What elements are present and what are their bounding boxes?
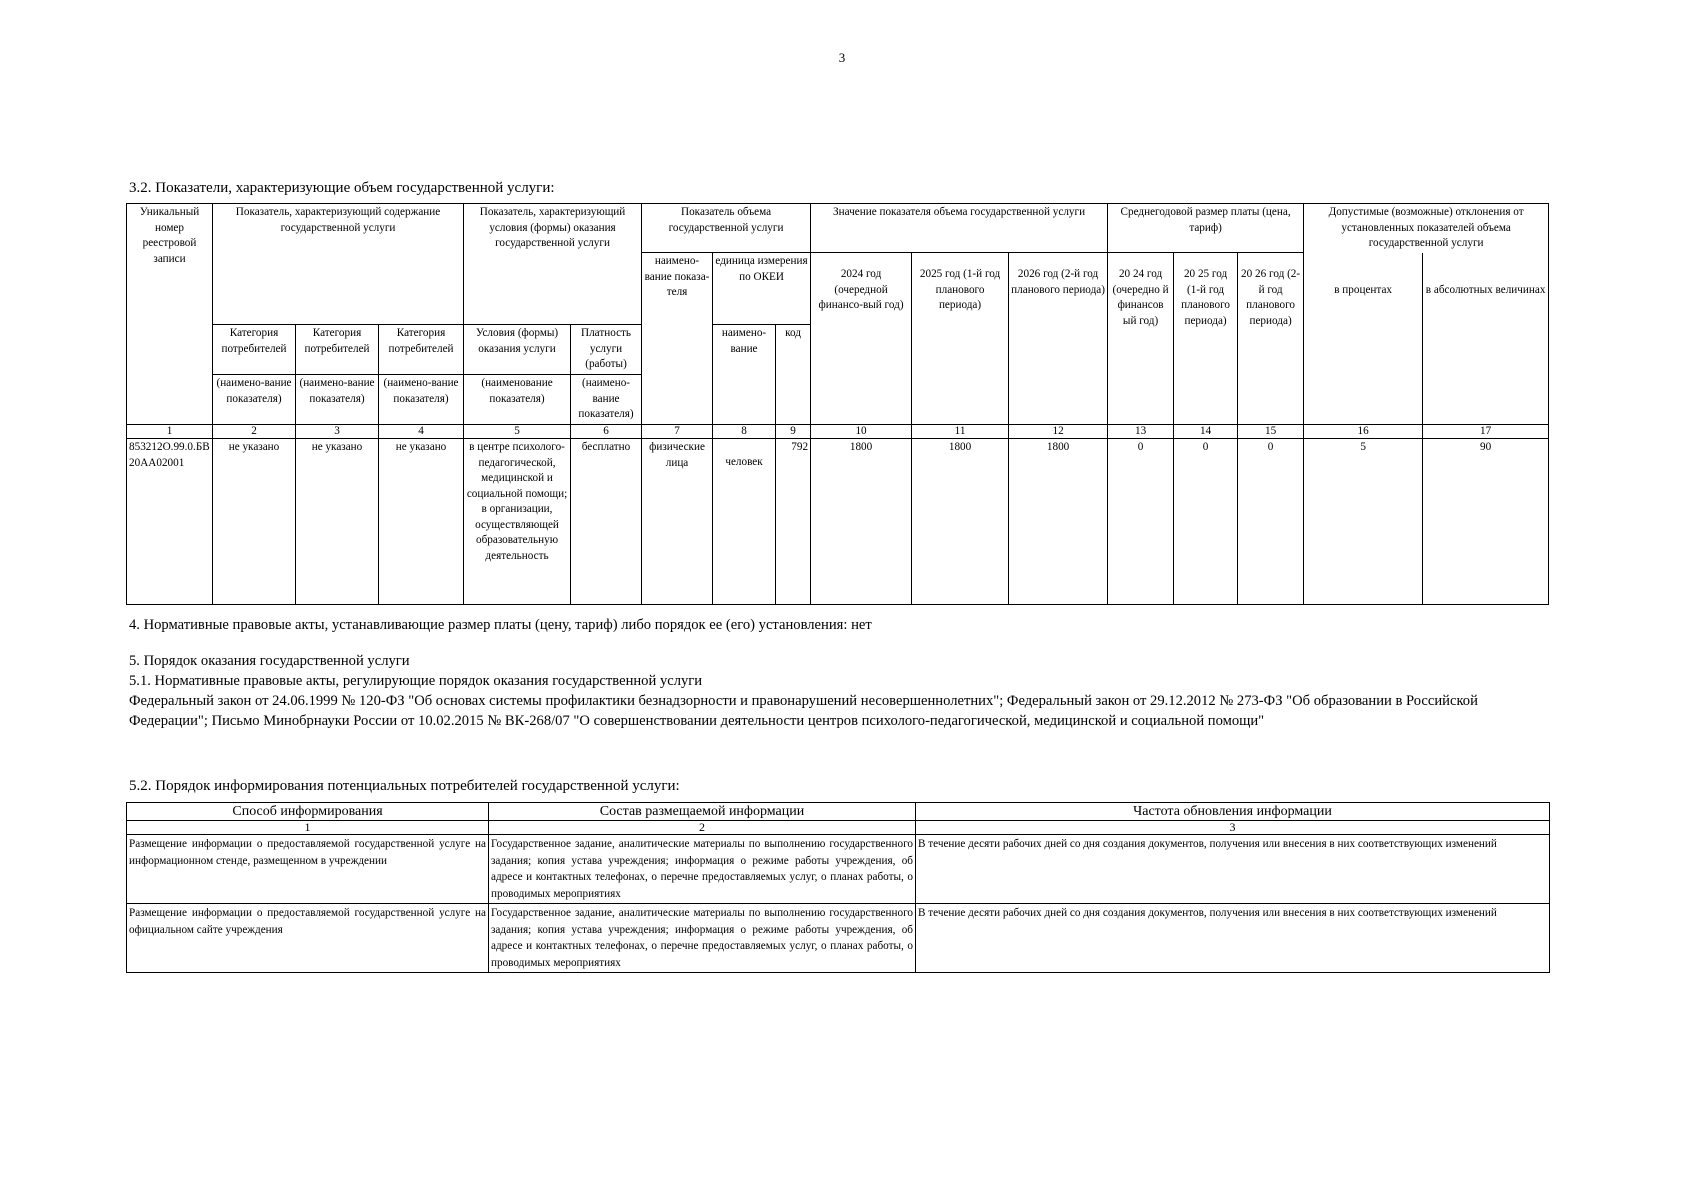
header-category-3-name: (наимено-вание показателя) xyxy=(379,375,464,425)
column-index: 3 xyxy=(916,821,1550,835)
column-index: 2 xyxy=(489,821,916,835)
fee-2025: 0 xyxy=(1174,439,1238,605)
header-fee-2024: 20 24 год (очередно й финансов ый год) xyxy=(1108,253,1174,425)
header-unit: единица измерения по ОКЕИ xyxy=(713,253,811,325)
value-2025: 1800 xyxy=(912,439,1009,605)
deviation-absolute-value: 90 xyxy=(1423,439,1549,605)
category-value: не указано xyxy=(213,439,296,605)
header-year-2026: 2026 год (2-й год планового периода) xyxy=(1009,253,1108,425)
header-category-2-name: (наимено-вание показателя) xyxy=(296,375,379,425)
column-index: 14 xyxy=(1174,425,1238,439)
column-index: 2 xyxy=(213,425,296,439)
column-index: 4 xyxy=(379,425,464,439)
section-5-2-title: 5.2. Порядок информирования потенциальных потребителей государственной услуги: xyxy=(129,778,680,794)
category-value: не указано xyxy=(296,439,379,605)
content-cell: Государственное задание, аналитические материалы по выполнению государственного задания; копия устава учреждения; информация о режиме работы учреждения, об адресе и контактных телефонах, о перечне предоставляемых услуг, о планах работы, о проводимых мероприятиях xyxy=(489,835,916,904)
header-year-2025: 2025 год (1-й год планового периода) xyxy=(912,253,1009,425)
header-fee-2026: 20 26 год (2-й год планового периода) xyxy=(1238,253,1304,425)
paid-value: бесплатно xyxy=(571,439,642,605)
column-index: 12 xyxy=(1009,425,1108,439)
indicator-value: физические лица xyxy=(642,439,713,605)
header-category-2: Категория потребителей xyxy=(296,325,379,375)
header-volume: Показатель объема государственной услуги xyxy=(642,204,811,253)
column-index: 1 xyxy=(127,425,213,439)
column-index: 7 xyxy=(642,425,713,439)
header-condition-form-name: (наименование показателя) xyxy=(464,375,571,425)
header-volume-name: наимено-вание показа-теля xyxy=(642,253,713,425)
header-fee: Среднегодовой размер платы (цена, тариф) xyxy=(1108,204,1304,253)
header-paid: Платность услуги (работы) xyxy=(571,325,642,375)
header-paid-name: (наимено-вание показателя) xyxy=(571,375,642,425)
page-number: 3 xyxy=(838,50,846,65)
column-index: 10 xyxy=(811,425,912,439)
deviation-percent-value: 5 xyxy=(1304,439,1423,605)
value-2024: 1800 xyxy=(811,439,912,605)
column-index: 9 xyxy=(776,425,811,439)
column-index: 13 xyxy=(1108,425,1174,439)
volume-indicators-table xyxy=(126,203,1549,605)
fee-2026: 0 xyxy=(1238,439,1304,605)
content-cell: Государственное задание, аналитические материалы по выполнению государственного задания; копия устава учреждения; информация о режиме работы учреждения, об адресе и контактных телефонах, о перечне предоставляемых услуг, о планах работы, о проводимых мероприятиях xyxy=(489,904,916,973)
column-index: 3 xyxy=(296,425,379,439)
header-unit-name: наимено-вание xyxy=(713,325,776,425)
table-row xyxy=(127,904,1550,973)
header-conditions: Показатель, характеризующий условия (формы) оказания государственной услуги xyxy=(464,204,642,253)
column-index: 16 xyxy=(1304,425,1423,439)
header-deviation-percent: в процентах xyxy=(1304,253,1423,425)
conditions-value: в центре психолого-педагогической, медицинской и социальной помощи; в организации, осуществляющей образовательную деятельность xyxy=(464,439,571,605)
category-value: не указано xyxy=(379,439,464,605)
header-category-1: Категория потребителей xyxy=(213,325,296,375)
column-index: 6 xyxy=(571,425,642,439)
fee-2024: 0 xyxy=(1108,439,1174,605)
header-content: Показатель, характеризующий содержание государственной услуги xyxy=(213,204,464,253)
section-3-2-title: 3.2. Показатели, характеризующие объем государственной услуги: xyxy=(129,180,555,196)
table-row xyxy=(127,439,1549,605)
header-frequency: Частота обновления информации xyxy=(916,803,1550,821)
column-index: 17 xyxy=(1423,425,1549,439)
header-category-3: Категория потребителей xyxy=(379,325,464,375)
header-fee-2025: 20 25 год (1-й год планового периода) xyxy=(1174,253,1238,425)
header-content-spacer xyxy=(213,253,464,325)
column-index: 15 xyxy=(1238,425,1304,439)
header-deviation-absolute: в абсолютных величинах xyxy=(1423,253,1549,425)
value-2026: 1800 xyxy=(1009,439,1108,605)
method-cell: Размещение информации о предоставляемой государственной услуге на информационном стенде, размещенном в учреждении xyxy=(127,835,489,904)
informing-table xyxy=(126,802,1550,973)
frequency-cell: В течение десяти рабочих дней со дня создания документов, получения или внесения в них соответствующих изменений xyxy=(916,904,1550,973)
header-unit-code: код xyxy=(776,325,811,425)
section-5-title: 5. Порядок оказания государственной услуги xyxy=(129,653,410,669)
method-cell: Размещение информации о предоставляемой государственной услуге на официальном сайте учреждения xyxy=(127,904,489,973)
header-method: Способ информирования xyxy=(127,803,489,821)
header-conditions-spacer xyxy=(464,253,642,325)
section-5-1-title: 5.1. Нормативные правовые акты, регулирующие порядок оказания государственной услуги xyxy=(129,673,703,689)
column-index: 11 xyxy=(912,425,1009,439)
column-index-row xyxy=(127,425,1549,439)
column-index: 8 xyxy=(713,425,776,439)
unit-code-value: 792 xyxy=(776,439,811,605)
frequency-cell: В течение десяти рабочих дней со дня создания документов, получения или внесения в них соответствующих изменений xyxy=(916,835,1550,904)
header-year-2024: 2024 год (очередной финансо-вый год) xyxy=(811,253,912,425)
column-index: 5 xyxy=(464,425,571,439)
table-row xyxy=(127,835,1550,904)
column-index: 1 xyxy=(127,821,489,835)
header-unique: Уникальный номер реестровой записи xyxy=(127,204,213,425)
header-value: Значение показателя объема государственной услуги xyxy=(811,204,1108,253)
header-deviation: Допустимые (возможные) отклонения от установленных показателей объема государственной услуги xyxy=(1304,204,1549,253)
registry-code: 853212О.99.0.БВ20АА02001 xyxy=(127,439,213,605)
section-4-text: 4. Нормативные правовые акты, устанавливающие размер платы (цену, тариф) либо порядок ее (его) установления: нет xyxy=(129,617,872,633)
header-category-1-name: (наимено-вание показателя) xyxy=(213,375,296,425)
header-condition-form: Условия (формы) оказания услуги xyxy=(464,325,571,375)
header-content: Состав размещаемой информации xyxy=(489,803,916,821)
section-5-1-text: Федеральный закон от 24.06.1999 № 120-ФЗ "Об основах системы профилактики безнадзорности и правонарушений несовершеннолетних"; Федеральный закон от 29.12.2012 № 273-ФЗ "Об образовании в Российской Федерации"; Письмо Минобрнауки России от 10.02.2015 № ВК-268/07 "О совершенствовании деятельности центров психолого-педагогической, медицинской и социальной помощи" xyxy=(129,693,1478,729)
unit-value: человек xyxy=(713,439,776,605)
